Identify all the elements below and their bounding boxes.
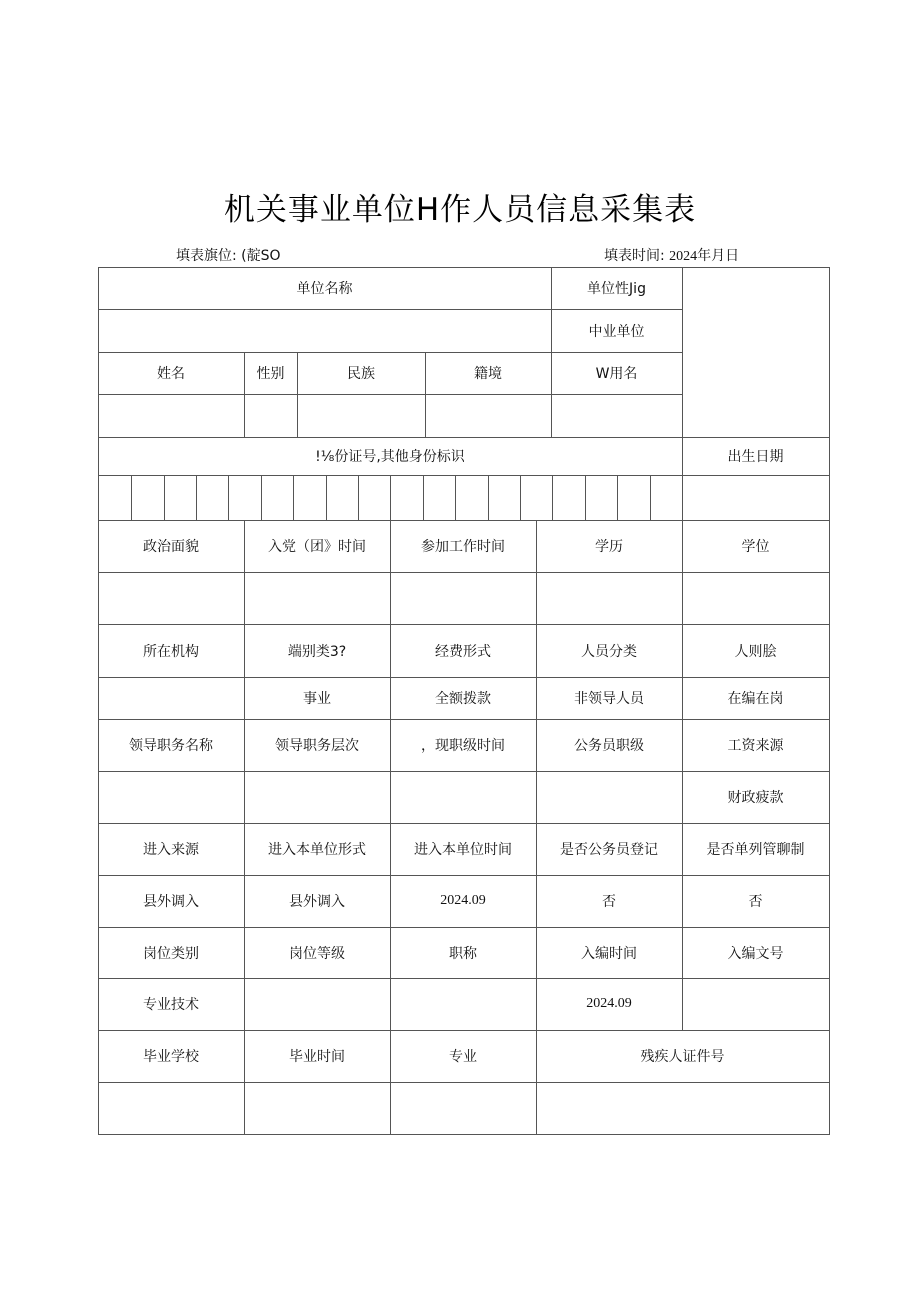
- staff-category-header: 人员分类: [581, 643, 637, 660]
- leader-level-value: [244, 771, 390, 823]
- staff-status-value: 在编在岗: [727, 691, 784, 707]
- native-place-label: 籍境: [474, 366, 502, 382]
- leader-title-header: 领导职务名称: [129, 738, 213, 754]
- staffing-doc-number-value: [682, 978, 829, 1030]
- entry-form-header: 进入本单位形式: [268, 842, 366, 858]
- civil-servant-registered-header: 是否公务员登记: [560, 842, 658, 858]
- entry-time-header: 进入本单位时间: [414, 842, 512, 858]
- separate-management-header: 是否单列管聊制: [706, 842, 805, 858]
- party-join-time-header: 入党（团》时间: [268, 539, 366, 555]
- staff-category-value: 非领导人员: [574, 691, 644, 707]
- gender-label: 性别: [256, 366, 285, 382]
- graduation-time-header: 毕业时间: [289, 1049, 345, 1065]
- entry-form-value: 县外调入: [289, 894, 345, 910]
- fill-unit-label: 填表旗位:: [176, 248, 237, 264]
- org-value: [98, 677, 244, 719]
- unit-nature-label: 单位性Jig: [587, 281, 646, 297]
- entry-time-value: 2024.09: [440, 893, 486, 908]
- leader-level-header: 领导职务层次: [275, 738, 359, 754]
- name-label: 姓名: [157, 366, 185, 382]
- major-header: 专业: [449, 1049, 477, 1065]
- degree-header: 学位: [741, 539, 770, 555]
- used-name-value[interactable]: [551, 394, 682, 437]
- staffing-doc-number-header: 入编文号: [727, 945, 784, 962]
- major-value[interactable]: [390, 1082, 536, 1134]
- fill-date-label: 填表时间:: [604, 248, 665, 264]
- graduate-school-header: 毕业学校: [143, 1049, 199, 1065]
- entry-source-header: 进入来源: [143, 842, 199, 858]
- staff-status-header: 人则脍: [734, 643, 777, 660]
- funding-form-value: 全额拨款: [435, 691, 491, 707]
- salary-source-value: 财政疲款: [727, 790, 784, 806]
- ethnicity-label: 民族: [347, 366, 375, 382]
- form-title: 机关事业单位H作人员信息采集表: [223, 192, 697, 228]
- current-rank-time-header: ，现职级时间: [421, 738, 505, 754]
- org-header: 所在机构: [143, 643, 199, 660]
- post-level-header: 岗位等级: [289, 945, 345, 962]
- graduation-time-value[interactable]: [244, 1082, 390, 1134]
- disability-cert-number-value[interactable]: [536, 1082, 829, 1134]
- funding-form-header: 经费形式: [435, 643, 491, 660]
- civil-servant-registered-value: 否: [602, 894, 616, 910]
- photo-box: [682, 267, 829, 437]
- title-header: 职称: [449, 945, 477, 962]
- entry-source-value: 县外调入: [143, 894, 199, 910]
- civil-servant-rank-value: [536, 771, 682, 823]
- staffing-time-header: 入编时间: [581, 945, 637, 962]
- fill-date-value: 2024年月日: [669, 249, 740, 264]
- fill-unit-value: (靛SO: [241, 248, 281, 264]
- unit-nature-value: 中业单位: [588, 323, 645, 340]
- post-category-value: 专业技术: [143, 997, 199, 1013]
- fill-unit: [176, 245, 281, 265]
- post-category-header: 岗位类别: [143, 945, 199, 962]
- fill-date: [604, 245, 739, 265]
- leader-title-value: [98, 771, 244, 823]
- civil-servant-rank-header: 公务员职级: [574, 738, 644, 754]
- unit-name-label: 单位名称: [296, 281, 353, 297]
- native-place-value[interactable]: [425, 394, 551, 437]
- separate-management-value: 否: [748, 894, 763, 910]
- graduate-school-value[interactable]: [98, 1082, 244, 1134]
- birth-date-label: 出生日期: [727, 449, 784, 465]
- name-value[interactable]: [98, 394, 244, 437]
- current-rank-time-value: [390, 771, 536, 823]
- work-start-time-header: 参加工作时间: [421, 539, 505, 555]
- used-name-label: W用名: [595, 366, 638, 382]
- birth-date-value[interactable]: [682, 475, 829, 520]
- gender-value[interactable]: [244, 394, 297, 437]
- info-form-table: [98, 267, 830, 1135]
- education-header: 学历: [595, 539, 623, 555]
- unit-name-value[interactable]: [98, 309, 551, 352]
- staffing-time-value: 2024.09: [586, 996, 632, 1011]
- post-level-value: [244, 978, 390, 1030]
- salary-source-header: 工资来源: [727, 738, 784, 754]
- org-type-header: 端别类3?: [287, 643, 347, 660]
- org-type-value: 事业: [303, 691, 331, 707]
- disability-cert-number-header: 残疾人证件号: [640, 1049, 725, 1065]
- politics-header: 政治面貌: [143, 539, 199, 555]
- id-number-label: !⅛份证号,其他身份标识: [315, 449, 465, 465]
- ethnicity-value[interactable]: [297, 394, 425, 437]
- title-value: [390, 978, 536, 1030]
